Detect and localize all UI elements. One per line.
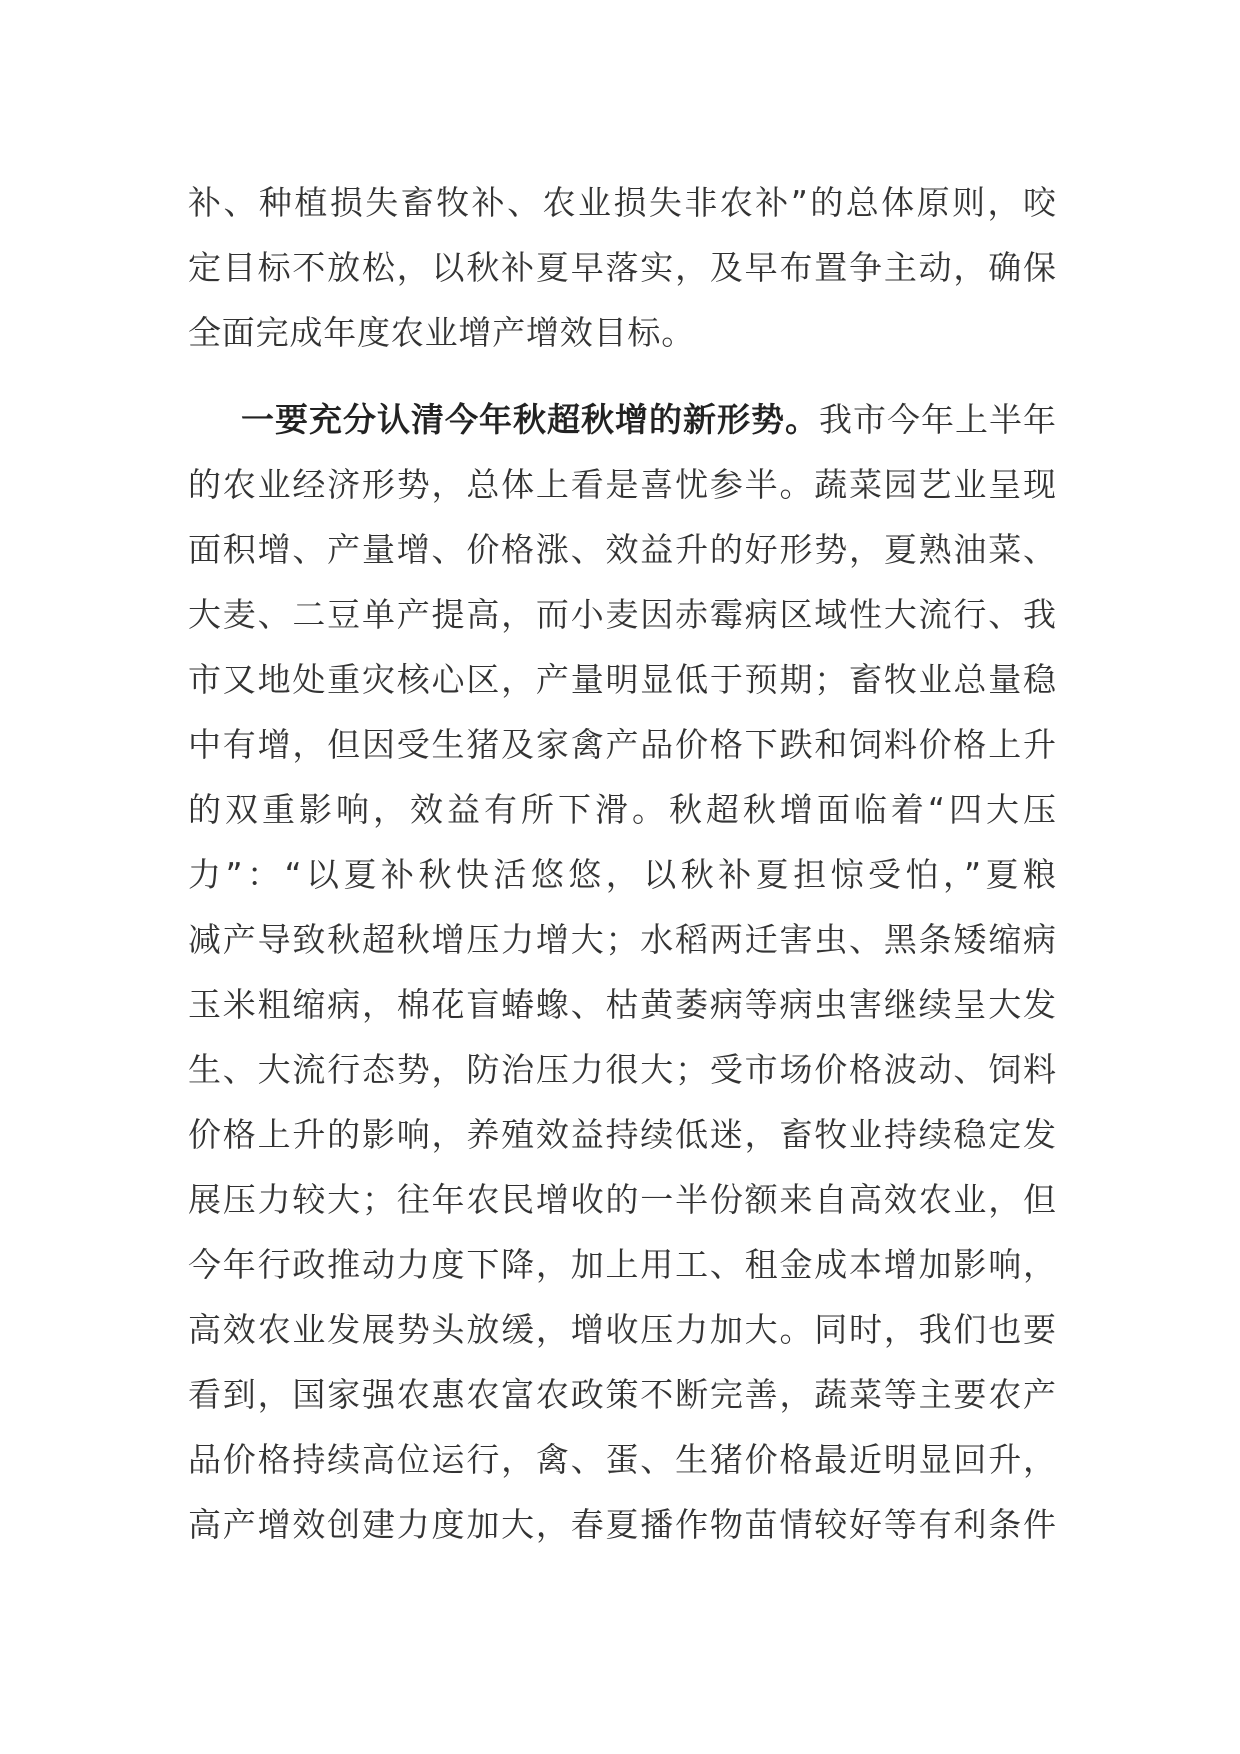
text-line: 力”：“以夏补秋快活悠悠，以秋补夏担惊受怕，”夏粮 [188,855,1056,894]
document-body [188,170,1056,1557]
text-line: 价格上升的影响，养殖效益持续低迷，畜牧业持续稳定发 [188,1115,1056,1154]
paragraph-spacer [188,365,1056,387]
text-span: 我市今年上半年 [819,400,1056,439]
paragraph-continuation [188,170,1056,365]
text-line: 补、种植损失畜牧补、农业损失非农补”的总体原则，咬 [188,183,1056,222]
text-line: 今年行政推动力度下降，加上用工、租金成本增加影响， [188,1245,1056,1284]
text-line: 全面完成年度农业增产增效目标。 [188,313,695,352]
text-line: 定目标不放松，以秋补夏早落实，及早布置争主动，确保 [188,248,1056,287]
text-line: 减产导致秋超秋增压力增大；水稻两迁害虫、黑条矮缩病 [188,920,1056,959]
text-line: 大麦、二豆单产提高，而小麦因赤霉病区域性大流行、我 [188,595,1056,634]
text-line: 看到，国家强农惠农富农政策不断完善，蔬菜等主要农产 [188,1375,1056,1414]
text-line-first [188,387,1056,452]
text-line: 玉米粗缩病，棉花盲蝽蟓、枯黄萎病等病虫害继续呈大发 [188,985,1056,1024]
paragraph-new-situation [188,387,1056,1557]
text-line: 生、大流行态势，防治压力很大；受市场价格波动、饲料 [188,1050,1056,1089]
text-line: 高效农业发展势头放缓，增收压力加大。同时，我们也要 [188,1310,1056,1349]
text-line: 的农业经济形势，总体上看是喜忧参半。蔬菜园艺业呈现 [188,465,1056,504]
text-line: 的双重影响，效益有所下滑。秋超秋增面临着“四大压 [188,790,1056,829]
text-line: 高产增效创建力度加大，春夏播作物苗情较好等有利条件 [188,1505,1056,1544]
text-line: 面积增、产量增、价格涨、效益升的好形势，夏熟油菜、 [188,530,1056,569]
text-line: 展压力较大；往年农民增收的一半份额来自高效农业，但 [188,1180,1056,1219]
text-line: 品价格持续高位运行，禽、蛋、生猪价格最近明显回升， [188,1440,1056,1479]
paragraph-lead-heading: 一要充分认清今年秋超秋增的新形势。 [240,400,819,439]
text-line: 市又地处重灾核心区，产量明显低于预期；畜牧业总量稳 [188,660,1056,699]
text-line: 中有增，但因受生猪及家禽产品价格下跌和饲料价格上升 [188,725,1056,764]
